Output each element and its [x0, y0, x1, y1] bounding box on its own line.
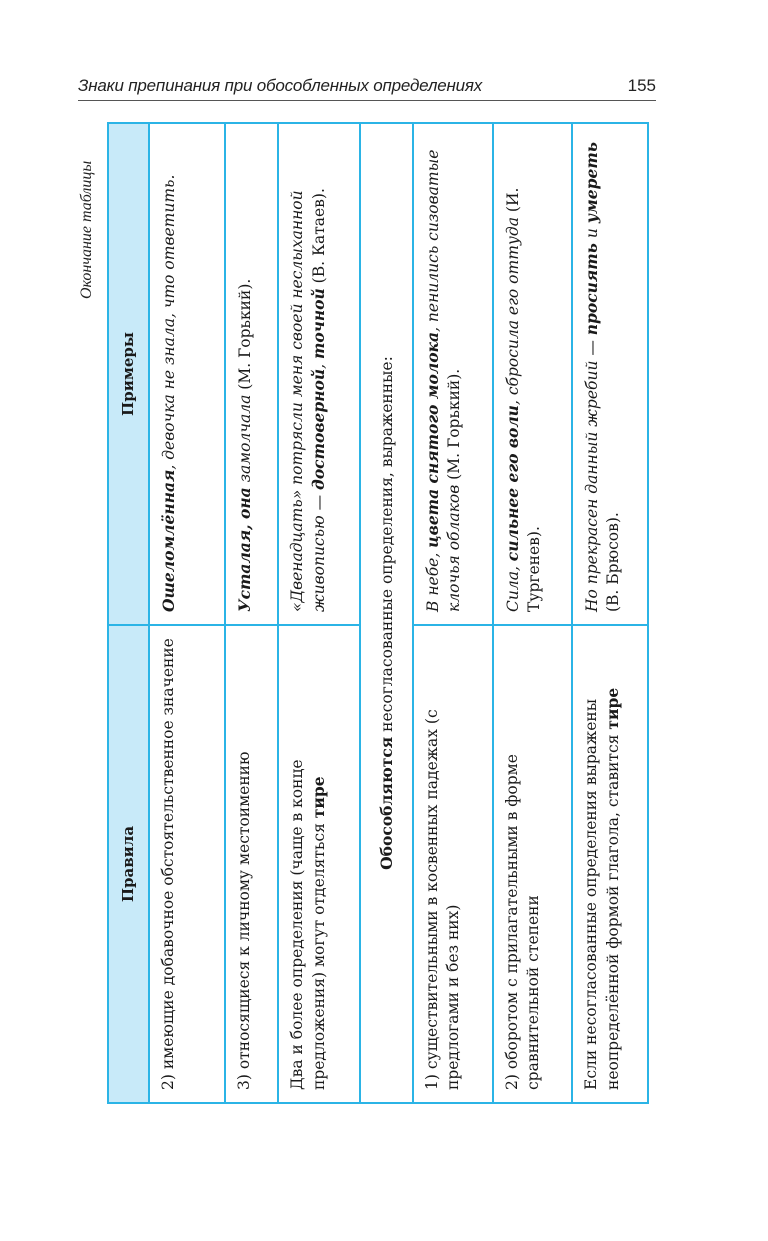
- example-text: , пенились сизоватые клочья облаков: [424, 149, 464, 612]
- span-text: несогласованные определения, выраженные:: [377, 356, 396, 737]
- rule-cell: 2) оборотом с прилагательными в форме сравнительной степени: [493, 625, 573, 1103]
- example-author: (И. Тургенев).: [503, 187, 543, 612]
- table-span-row: [360, 123, 413, 1103]
- page-number: 155: [627, 76, 656, 95]
- rule-text: Если несогласованные определения выражены неопределённой формой глагола, ставится: [582, 698, 623, 1090]
- rule-cell: 2) имеющие добавочное обстоятельственное значение: [149, 625, 226, 1103]
- example-text: «Двенадцать» потрясли меня своей неслыханной живописью —: [288, 190, 329, 612]
- example-text: и: [583, 223, 602, 244]
- example-cell: [493, 123, 573, 625]
- table-row: [413, 123, 493, 1103]
- table-row: [572, 123, 648, 1103]
- example-text: В небе,: [424, 547, 443, 612]
- example-text: Сила,: [503, 561, 522, 612]
- example-text: ,: [310, 359, 329, 369]
- example-cell: [413, 123, 493, 625]
- example-bold: достоверной: [309, 368, 329, 490]
- example-author: (М. Горький).: [236, 278, 255, 395]
- example-text: замолчала: [236, 394, 255, 488]
- example-author: (В. Брюсов).: [604, 512, 623, 612]
- example-bold: сильнее его воли: [502, 405, 522, 562]
- table-header-row: [108, 123, 149, 1103]
- rule-cell: 1) существительными в косвенных падежах (с предлогами и без них): [413, 625, 493, 1103]
- example-cell: [278, 123, 360, 625]
- rules-table: [107, 122, 649, 1104]
- rule-cell: [278, 625, 360, 1103]
- rule-cell: [572, 625, 648, 1103]
- table-row: [493, 123, 573, 1103]
- running-head: [78, 76, 656, 101]
- rule-bold: тире: [309, 776, 329, 819]
- rule-bold: тире: [603, 687, 623, 730]
- rule-cell: 3) относящиеся к личному местоимению: [225, 625, 278, 1103]
- example-cell: [572, 123, 648, 625]
- rotated-table-wrapper: [107, 124, 649, 1104]
- example-author: (В. Катаев).: [310, 188, 329, 289]
- example-bold: просиять: [582, 243, 602, 336]
- example-text: , девочка не знала, что ответить.: [159, 174, 178, 470]
- example-cell: [149, 123, 226, 625]
- running-title: Знаки препинания при обособленных определениях: [78, 76, 483, 95]
- example-bold: точной: [309, 288, 329, 359]
- table-row: [225, 123, 278, 1103]
- example-bold: Ошеломлённая: [158, 469, 178, 612]
- span-bold: Обособляются: [376, 736, 396, 870]
- example-cell: [225, 123, 278, 625]
- table-row: [278, 123, 360, 1103]
- example-text: , сбросила его оттуда: [503, 217, 522, 406]
- column-header-rules: Правила: [108, 625, 149, 1103]
- example-bold: цвета снятого молока: [423, 331, 443, 548]
- example-bold: Усталая, она: [235, 487, 255, 612]
- span-cell: [360, 123, 413, 1103]
- rule-text: Два и более определения (чаще в конце предложения) могут отделяться: [288, 759, 329, 1090]
- example-text: Но прекрасен данный жребий —: [583, 335, 602, 612]
- example-author: (М. Горький).: [445, 368, 464, 485]
- table-row: [149, 123, 226, 1103]
- example-bold: умереть: [582, 142, 602, 224]
- column-header-examples: Примеры: [108, 123, 149, 625]
- table-caption: Окончание таблицы: [78, 160, 95, 299]
